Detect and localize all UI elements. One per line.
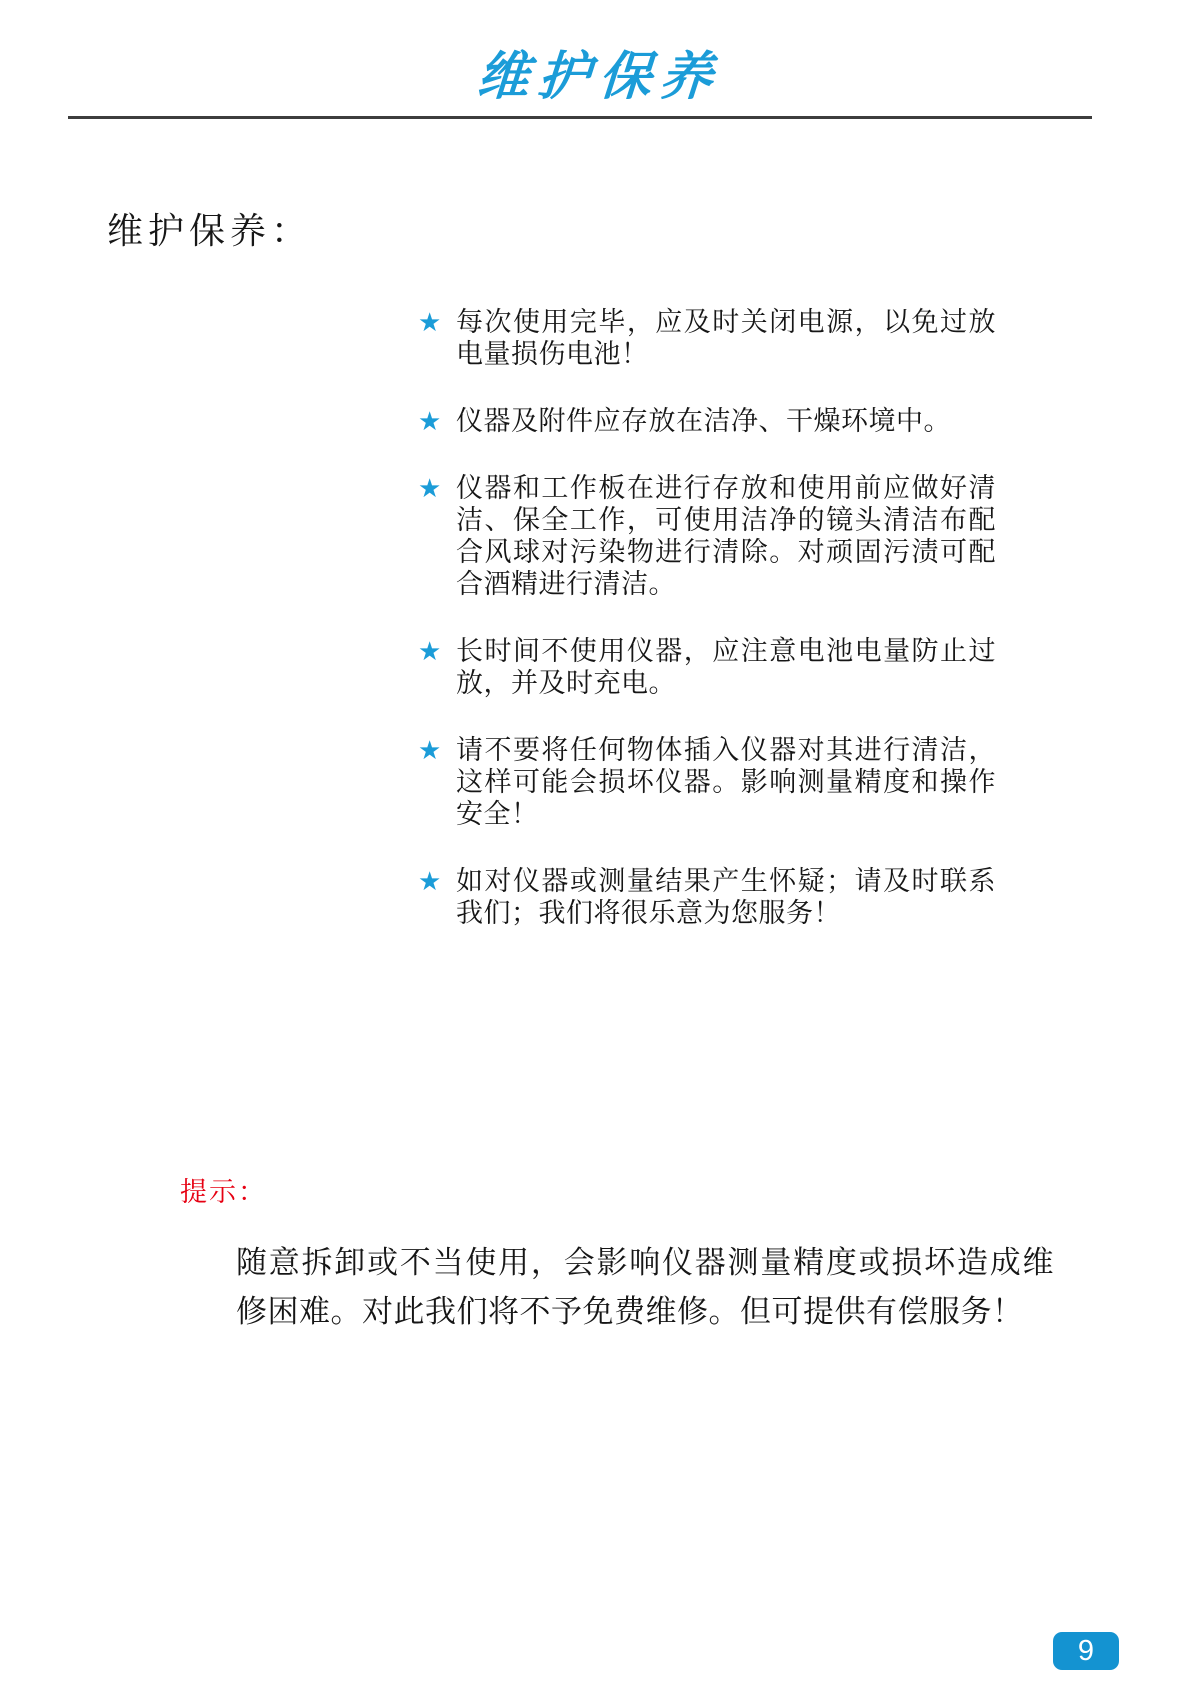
bullet-text: 每次使用完毕，应及时关闭电源，以免过放电量损伤电池！ (456, 307, 996, 369)
star-bullet-icon: ★ (418, 473, 442, 503)
bullet-text: 请不要将任何物体插入仪器对其进行清洁，这样可能会损坏仪器。影响测量精度和操作安全！ (456, 735, 996, 829)
list-item (418, 306, 998, 370)
page-header-title: 维护保养 (475, 46, 724, 107)
bullet-text: 如对仪器或测量结果产生怀疑；请及时联系我们；我们将很乐意为您服务！ (456, 866, 996, 928)
list-item (418, 734, 998, 830)
star-bullet-icon: ★ (418, 866, 442, 896)
star-bullet-icon: ★ (418, 406, 442, 436)
bullet-text: 仪器和工作板在进行存放和使用前应做好清洁、保全工作，可使用洁净的镜头清洁布配合风球对污染物进行清除。对顽固污渍可配合酒精进行清洁。 (456, 473, 996, 599)
header-divider (68, 116, 1092, 119)
tip-label: 提示： (180, 1177, 267, 1207)
list-item (418, 865, 998, 929)
page-number-badge: 9 (1053, 1632, 1119, 1670)
maintenance-bullet-list (418, 306, 998, 964)
list-item (418, 472, 998, 600)
bullet-text: 长时间不使用仪器，应注意电池电量防止过放，并及时充电。 (456, 636, 996, 698)
star-bullet-icon: ★ (418, 636, 442, 666)
bullet-text: 仪器及附件应存放在洁净、干燥环境中。 (456, 406, 951, 436)
tip-text: 随意拆卸或不当使用，会影响仪器测量精度或损坏造成维修困难。对此我们将不予免费维修。但可提供有偿服务！ (236, 1245, 1054, 1329)
section-heading: 维护保养： (107, 210, 313, 251)
star-bullet-icon: ★ (418, 735, 442, 765)
list-item (418, 635, 998, 699)
star-bullet-icon: ★ (418, 307, 442, 337)
list-item (418, 405, 998, 437)
